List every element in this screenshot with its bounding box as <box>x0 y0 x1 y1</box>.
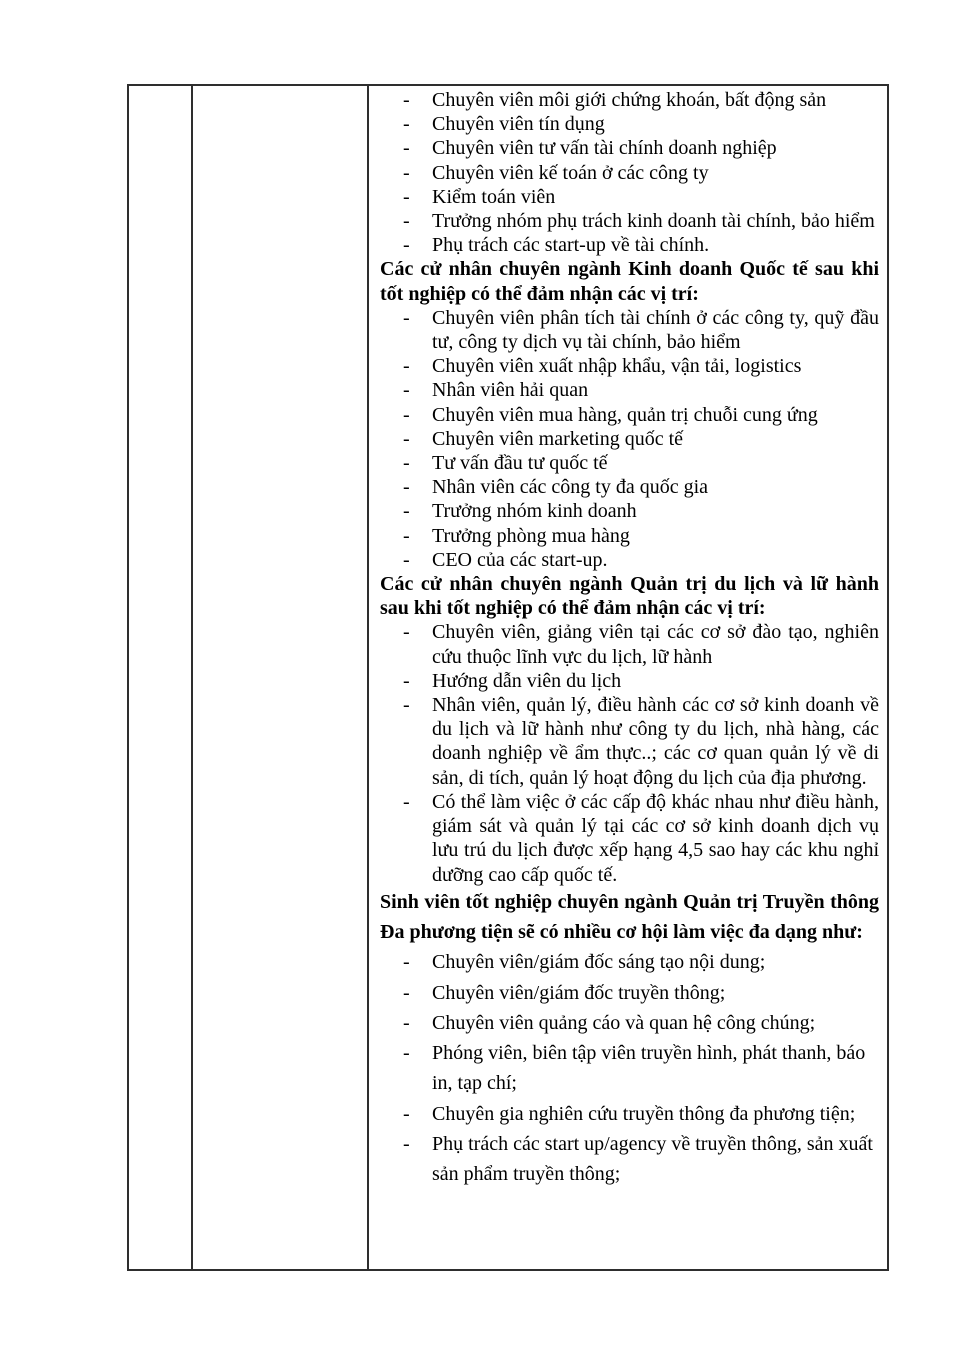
bullet-dash-icon: - <box>403 476 410 499</box>
bullet-text: Phụ trách các start-up về tài chính. <box>432 234 710 257</box>
bullet-text: Trưởng phòng mua hàng <box>432 524 630 547</box>
bullet-dash-icon: - <box>403 981 410 1004</box>
bullet-dash-icon: - <box>403 113 410 136</box>
bullet-item <box>380 693 879 790</box>
bullet-item <box>380 548 879 572</box>
section-heading: Các cử nhân chuyên ngành Quản trị du lịch và lữ hành sau khi tốt nghiệp có thể đảm nhận các vị trí: <box>380 573 879 620</box>
bullet-item <box>380 475 879 499</box>
bullet-text: Nhân viên các công ty đa quốc gia <box>432 476 709 499</box>
bullet-text: Kiểm toán viên <box>432 185 556 208</box>
bullet-dash-icon: - <box>403 548 410 571</box>
bullet-dash-icon: - <box>403 1102 410 1125</box>
bullet-item <box>380 669 879 693</box>
bullet-dash-icon: - <box>403 452 410 475</box>
bullet-text: Chuyên viên, giảng viên tại các cơ sở đào tạo, nghiên cứu thuộc lĩnh vực du lịch, lữ hành <box>432 621 879 668</box>
careers-table <box>127 84 889 1271</box>
bullet-item <box>380 1129 879 1190</box>
bullet-text: Tư vấn đầu tư quốc tế <box>432 452 608 475</box>
bullet-item <box>380 209 879 233</box>
bullet-dash-icon: - <box>403 161 410 184</box>
bullet-item <box>380 1008 879 1038</box>
bullet-text: Chuyên viên mua hàng, quản trị chuỗi cung ứng <box>432 403 818 426</box>
bullet-text: Có thể làm việc ở các cấp độ khác nhau như điều hành, giám sát và quản lý tại các cơ sở kinh doanh dịch vụ lưu trú du lịch được xếp hạng 4,5 sao hay các khu nghỉ dưỡng cao cấp quốc tế. <box>432 790 879 886</box>
bullet-dash-icon: - <box>403 951 410 974</box>
bullet-item <box>380 136 879 160</box>
bullet-item <box>380 161 879 185</box>
bullet-text: Phụ trách các start up/agency về truyền thông, sản xuất sản phẩm truyền thông; <box>432 1133 873 1186</box>
bullet-item <box>380 427 879 451</box>
bullet-text: Chuyên viên xuất nhập khẩu, vận tải, logistics <box>432 355 802 378</box>
bullet-dash-icon: - <box>403 427 410 450</box>
bullet-text: Trưởng nhóm phụ trách kinh doanh tài chính, bảo hiểm <box>432 210 875 233</box>
bullet-text: Chuyên viên môi giới chứng khoán, bất động sản <box>432 89 827 111</box>
bullet-text: Chuyên viên tín dụng <box>432 113 605 136</box>
bullet-dash-icon: - <box>403 185 410 208</box>
bullet-dash-icon: - <box>403 1011 410 1034</box>
bullet-dash-icon: - <box>403 234 410 257</box>
careers-content <box>380 88 879 1190</box>
section-heading: Sinh viên tốt nghiệp chuyên ngành Quản trị Truyền thông Đa phương tiện sẽ có nhiều cơ hội làm việc đa dạng như: <box>380 890 879 943</box>
bullet-dash-icon: - <box>403 403 410 426</box>
bullet-dash-icon: - <box>403 694 410 717</box>
table-cell-empty-1 <box>129 86 193 1269</box>
bullet-item <box>380 620 879 668</box>
bullet-item <box>380 1099 879 1129</box>
bullet-text: Chuyên viên kế toán ở các công ty <box>432 161 709 184</box>
section-heading: Các cử nhân chuyên ngành Kinh doanh Quốc tế sau khi tốt nghiệp có thể đảm nhận các vị trí: <box>380 258 879 305</box>
bullet-item <box>380 978 879 1008</box>
bullet-item <box>380 233 879 257</box>
bullet-text: Chuyên viên/giám đốc truyền thông; <box>432 981 726 1004</box>
bullet-item <box>380 306 879 354</box>
bullet-dash-icon: - <box>403 379 410 402</box>
bullet-item <box>380 354 879 378</box>
bullet-dash-icon: - <box>403 1133 410 1156</box>
bullet-text: Chuyên viên quảng cáo và quan hệ công chúng; <box>432 1011 816 1034</box>
bullet-item <box>380 947 879 977</box>
bullet-text: Phóng viên, biên tập viên truyền hình, phát thanh, báo in, tạp chí; <box>432 1042 866 1095</box>
bullet-text: Chuyên viên/giám đốc sáng tạo nội dung; <box>432 951 766 974</box>
bullet-item <box>380 403 879 427</box>
bullet-text: Nhân viên hải quan <box>432 379 589 402</box>
bullet-dash-icon: - <box>403 355 410 378</box>
bullet-item <box>380 790 879 887</box>
bullet-dash-icon: - <box>403 790 410 813</box>
bullet-text: Hướng dẫn viên du lịch <box>432 669 622 692</box>
bullet-dash-icon: - <box>403 500 410 523</box>
bullet-text: Chuyên viên phân tích tài chính ở các công ty, quỹ đầu tư, công ty dịch vụ tài chính, bảo hiểm <box>432 306 879 354</box>
bullet-item <box>380 378 879 402</box>
bullet-dash-icon: - <box>403 621 410 644</box>
table-cell-empty-2 <box>193 86 369 1269</box>
bullet-text: Chuyên viên marketing quốc tế <box>432 427 684 450</box>
bullet-text: Chuyên gia nghiên cứu truyền thông đa phương tiện; <box>432 1102 856 1125</box>
bullet-dash-icon: - <box>403 669 410 692</box>
bullet-text: Trưởng nhóm kinh doanh <box>432 500 637 523</box>
bullet-item <box>380 88 879 112</box>
bullet-item <box>380 524 879 548</box>
bullet-item <box>380 185 879 209</box>
bullet-item <box>380 112 879 136</box>
bullet-item <box>380 1038 879 1099</box>
bullet-dash-icon: - <box>403 306 410 329</box>
bullet-dash-icon: - <box>403 524 410 547</box>
bullet-text: CEO của các start-up. <box>432 548 608 571</box>
bullet-dash-icon: - <box>403 1042 410 1065</box>
careers-cell <box>369 86 887 1269</box>
bullet-item <box>380 451 879 475</box>
bullet-dash-icon: - <box>403 137 410 160</box>
bullet-dash-icon: - <box>403 210 410 233</box>
bullet-item <box>380 499 879 523</box>
bullet-text: Chuyên viên tư vấn tài chính doanh nghiệp <box>432 137 777 160</box>
bullet-dash-icon: - <box>403 89 410 111</box>
bullet-text: Nhân viên, quản lý, điều hành các cơ sở kinh doanh về du lịch và lữ hành như công ty du lịch, nhà hàng, các doanh nghiệp về ẩm thực..; các cơ quan quản lý về di sản, di tích, quản lý hoạt động du lịch của địa phương. <box>432 694 879 789</box>
